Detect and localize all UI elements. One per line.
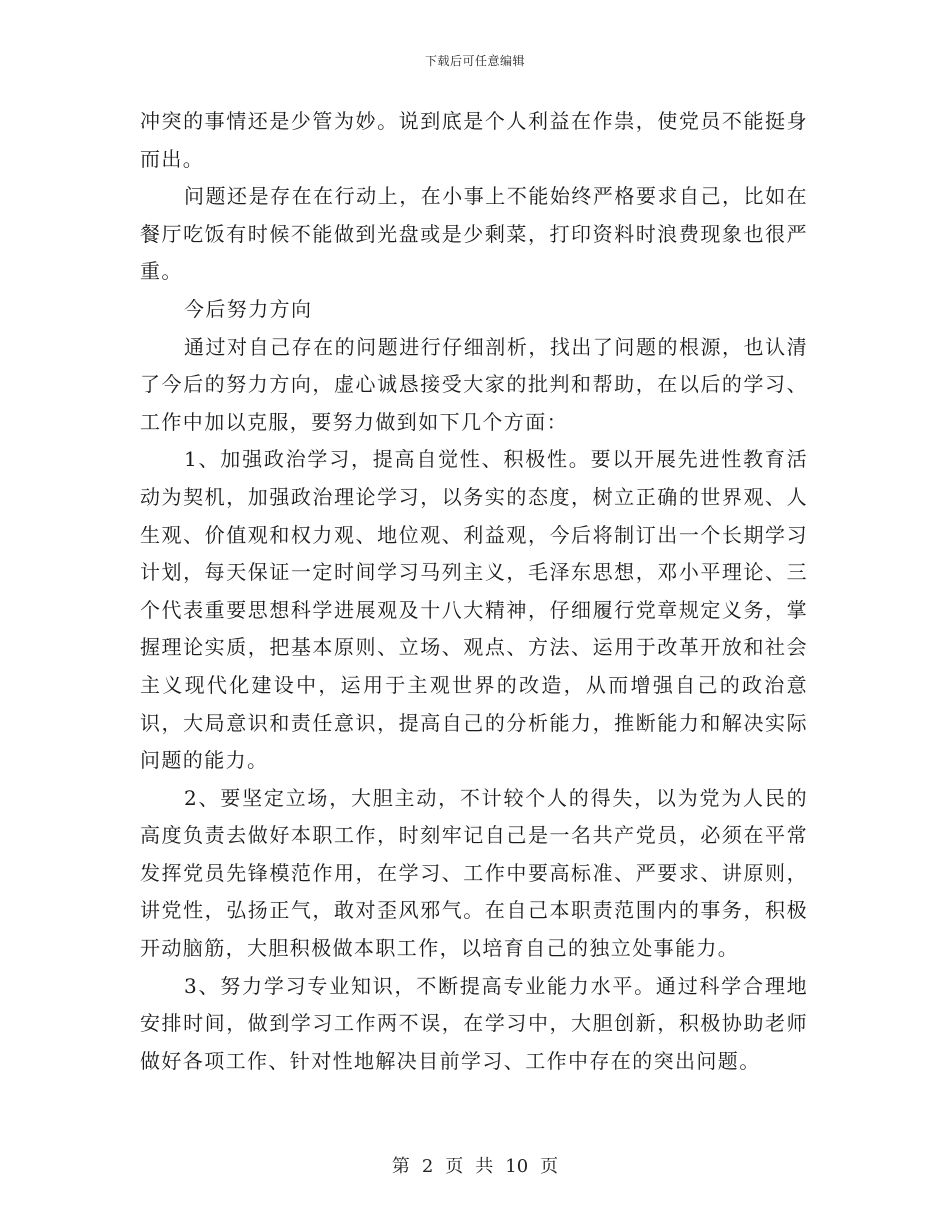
section-heading-future-direction: 今后努力方向: [184, 296, 313, 321]
paragraph-item-3: 3、努力学习专业知识，不断提高专业能力水平。通过科学合理地安排时间，做到学习工作两不误，在学习中，大胆创新，积极协助老师做好各项工作、针对性地解决目前学习、工作中存在的突出问题。: [140, 973, 808, 1073]
paragraph-item-2: 2、要坚定立场，大胆主动，不计较个人的得失，以为党为人民的高度负责去做好本职工作，时刻牢记自己是一名共产党员，必须在平常发挥党员先锋模范作用，在学习、工作中要高标准、严要求、讲原则，讲党性，弘扬正气，敢对歪风邪气。在自己本职责范围内的事务，积极开动脑筋，大胆积极做本职工作，以培育自己的独立处事能力。: [140, 785, 808, 961]
paragraph-continuation: 冲突的事情还是少管为妙。说到底是个人利益在作祟，使党员不能挺身而出。: [140, 109, 808, 171]
footer-prefix: 第: [391, 1156, 410, 1177]
footer-page-word: 页: [445, 1156, 464, 1177]
page-footer: [0, 1152, 950, 1178]
footer-suffix: 页: [540, 1156, 559, 1177]
paragraph-problem-action: 问题还是存在在行动上，在小事上不能始终严格要求自己，比如在餐厅吃饭有时候不能做到光盘或是少剩菜，打印资料时浪费现象也很严重。: [140, 184, 808, 284]
footer-current-page: 2: [421, 1156, 434, 1177]
footer-total-pages: 10: [505, 1156, 529, 1177]
paragraph-item-1: 1、加强政治学习，提高自觉性、积极性。要以开展先进性教育活动为契机，加强政治理论学习，以务实的态度，树立正确的世界观、人生观、价值观和权力观、地位观、利益观，今后将制订出一个长期学习计划，每天保证一定时间学习马列主义，毛泽东思想，邓小平理论、三个代表重要思想科学进展观及十八大精神，仔细履行党章规定义务，掌握理论实质，把基本原则、立场、观点、方法、运用于改革开放和社会主义现代化建设中，运用于主观世界的改造，从而增强自己的政治意识，大局意识和责任意识，提高自己的分析能力，推断能力和解决实际问题的能力。: [140, 447, 808, 773]
paragraph-intro: 通过对自己存在的问题进行仔细剖析，找出了问题的根源，也认清了今后的努力方向，虚心诚恳接受大家的批判和帮助，在以后的学习、工作中加以克服，要努力做到如下几个方面：: [140, 334, 808, 434]
document-body: [140, 103, 808, 1080]
footer-total-word: 共: [475, 1156, 494, 1177]
page-header-note: 下载后可任意编辑: [424, 54, 525, 68]
